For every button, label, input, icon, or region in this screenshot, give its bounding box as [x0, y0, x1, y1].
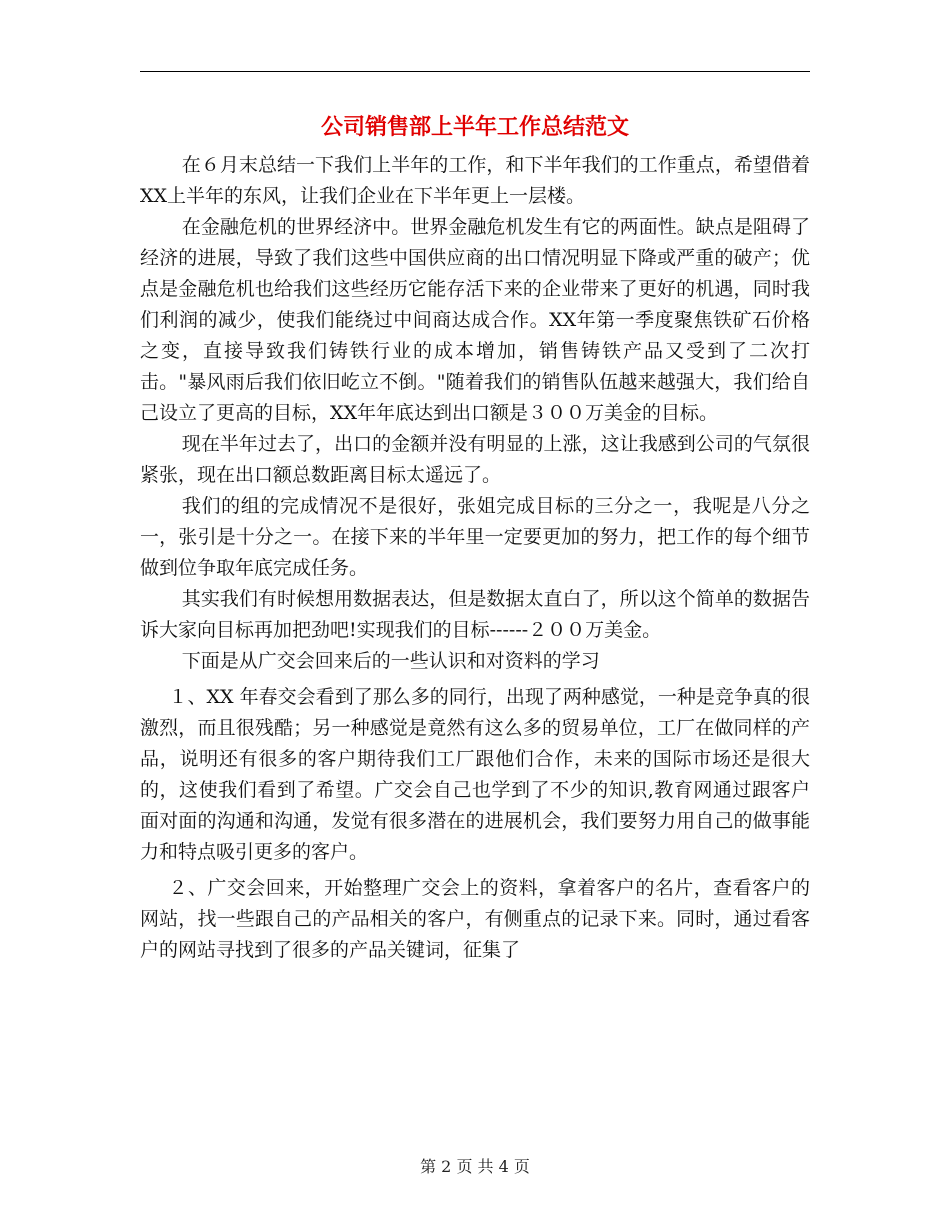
header-rule — [140, 71, 810, 72]
page-number-footer: 第 2 页 共 4 页 — [420, 1157, 530, 1176]
paragraph: 现在半年过去了，出口的金额并没有明显的上涨，这让我感到公司的气氛很紧张，现在出口额总数距离目标太遥远了。 — [140, 433, 810, 486]
paragraph: 在６月末总结一下我们上半年的工作，和下半年我们的工作重点，希望借着XX上半年的东风，让我们企业在下半年更上一层楼。 — [140, 154, 810, 207]
numbered-paragraph: １、XX 年春交会看到了那么多的同行，出现了两种感觉，一种是竞争真的很激烈，而且很残酷；另一种感觉是竟然有这么多的贸易单位，工厂在做同样的产品，说明还有很多的客户期待我们工厂跟他们合作，未来的国际市场还是很大的，这使我们看到了希望。广交会自己也学到了不少的知识,教育网通过跟客户面对面的沟通和沟通，发觉有很多潜在的进展机会，我们要努力用自己的做事能力和特点吸引更多的客户。 — [140, 686, 810, 863]
document-title: 公司销售部上半年工作总结范文 — [320, 114, 629, 140]
paragraph: 下面是从广交会回来后的一些认识和对资料的学习 — [181, 650, 600, 672]
paragraph: 我们的组的完成情况不是很好，张姐完成目标的三分之一，我呢是八分之一，张引是十分之一。在接下来的半年里一定要更加的努力，把工作的每个细节做到位争取年底完成任务。 — [140, 495, 810, 579]
paragraph: 在金融危机的世界经济中。世界金融危机发生有它的两面性。缺点是阻碍了经济的进展，导致了我们这些中国供应商的出口情况明显下降或严重的破产；优点是金融危机也给我们这些经历它能存活下来的企业带来了更好的机遇，同时我们利润的减少，使我们能绕过中间商达成合作。XX年第一季度聚焦铁矿石价格之变，直接导致我们铸铁行业的成本增加，销售铸铁产品又受到了二次打击。"暴风雨后我们依旧屹立不倒。"随着我们的销售队伍越来越强大，我们给自己设立了更高的目标，XX年年底达到出口额是３００万美金的目标。 — [140, 216, 810, 424]
numbered-paragraph: ２、广交会回来，开始整理广交会上的资料，拿着客户的名片，查看客户的网站，找一些跟自己的产品相关的客户，有侧重点的记录下来。同时，通过看客户的网站寻找到了很多的产品关键词，征集了 — [140, 877, 810, 961]
paragraph: 其实我们有时候想用数据表达，但是数据太直白了，所以这个简单的数据告诉大家向目标再加把劲吧!实现我们的目标------２００万美金。 — [140, 588, 810, 641]
document-body — [140, 150, 810, 966]
